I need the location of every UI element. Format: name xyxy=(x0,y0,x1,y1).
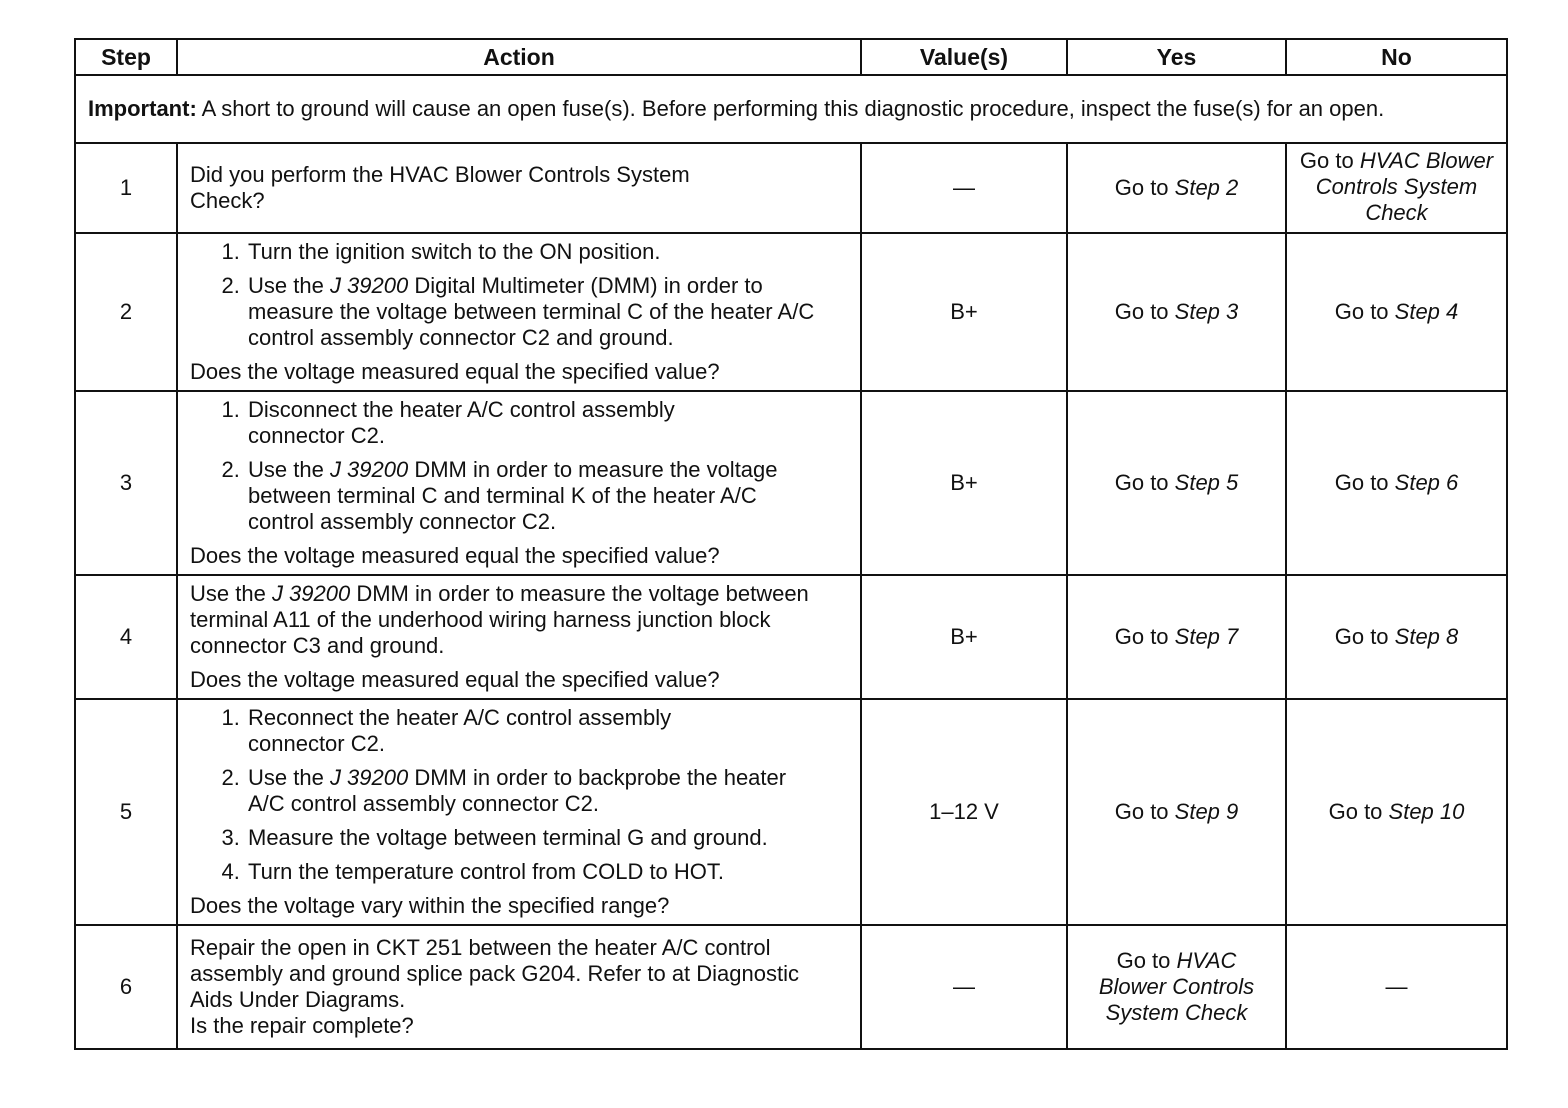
action-step: 1. Disconnect the heater A/C control assembly connector C2. xyxy=(246,397,758,449)
no-cell: Go to Step 10 xyxy=(1286,699,1507,925)
no-cell: Go to Step 8 xyxy=(1286,575,1507,699)
table-row xyxy=(75,699,1507,925)
no-cell: — xyxy=(1286,925,1507,1049)
action-steps xyxy=(190,397,848,535)
important-row xyxy=(75,75,1507,143)
table-row xyxy=(75,391,1507,575)
action-step: 1. Turn the ignition switch to the ON position. xyxy=(246,239,848,265)
value-cell: B+ xyxy=(861,391,1067,575)
action-question: Does the voltage vary within the specified range? xyxy=(190,893,670,918)
table-row xyxy=(75,575,1507,699)
action-text: Repair the open in CKT 251 between the heater A/C control assembly and ground splice pack G204. Refer to at Diagnostic Aids Under Diagrams. xyxy=(190,935,799,1012)
action-question: Is the repair complete? xyxy=(190,1013,414,1038)
yes-cell: Go to Step 7 xyxy=(1067,575,1286,699)
header-values: Value(s) xyxy=(861,39,1067,75)
header-step: Step xyxy=(75,39,177,75)
yes-ref: Step 3 xyxy=(1174,299,1239,324)
action-cell xyxy=(177,233,861,391)
header-no: No xyxy=(1286,39,1507,75)
important-text: A short to ground will cause an open fuse(s). Before performing this diagnostic procedure, inspect the fuse(s) for an open. xyxy=(196,96,1385,121)
action-step: 4. Turn the temperature control from COLD to HOT. xyxy=(246,859,848,885)
yes-cell: Go to Step 3 xyxy=(1067,233,1286,391)
no-cell: Go to Step 6 xyxy=(1286,391,1507,575)
action-text: Did you perform the HVAC Blower Controls System Check? xyxy=(190,162,690,213)
important-label: Important: xyxy=(88,96,197,121)
table-row xyxy=(75,925,1507,1049)
table-row xyxy=(75,143,1507,233)
action-question: Does the voltage measured equal the specified value? xyxy=(190,543,720,568)
yes-ref: Step 5 xyxy=(1174,470,1239,495)
action-question: Does the voltage measured equal the specified value? xyxy=(190,667,720,692)
tool-ref: J 39200 xyxy=(329,765,409,790)
action-cell xyxy=(177,575,861,699)
no-ref: Step 10 xyxy=(1388,799,1465,824)
tool-ref: J 39200 xyxy=(271,581,351,606)
diagnostic-table xyxy=(74,38,1508,1050)
action-cell xyxy=(177,143,861,233)
important-note xyxy=(75,75,1507,143)
step-number: 2 xyxy=(75,233,177,391)
action-cell xyxy=(177,391,861,575)
action-question: Does the voltage measured equal the specified value? xyxy=(190,359,720,384)
no-ref: Step 6 xyxy=(1394,470,1459,495)
header-yes: Yes xyxy=(1067,39,1286,75)
no-ref: Step 4 xyxy=(1394,299,1459,324)
step-number: 3 xyxy=(75,391,177,575)
step-number: 4 xyxy=(75,575,177,699)
tool-ref: J 39200 xyxy=(329,457,409,482)
yes-cell: Go to HVAC Blower Controls System Check xyxy=(1067,925,1286,1049)
yes-cell: Go to Step 5 xyxy=(1067,391,1286,575)
action-step: 2. Use the J 39200 DMM in order to backprobe the heater A/C control assembly connector C2. xyxy=(246,765,808,817)
action-text: Use the J 39200 DMM in order to measure the voltage between terminal A11 of the underhood wiring harness junction block connector C3 and ground. xyxy=(190,581,809,658)
value-cell: B+ xyxy=(861,575,1067,699)
table-row xyxy=(75,233,1507,391)
no-ref: Step 8 xyxy=(1394,624,1459,649)
action-step: 2. Use the J 39200 Digital Multimeter (DMM) in order to measure the voltage between terminal C of the heater A/C control assembly connector C2 and ground. xyxy=(246,273,848,351)
action-step: 3. Measure the voltage between terminal G and ground. xyxy=(246,825,848,851)
header-action: Action xyxy=(177,39,861,75)
no-prefix: Go to xyxy=(1299,148,1360,173)
step-number: 6 xyxy=(75,925,177,1049)
no-cell: Go to Step 4 xyxy=(1286,233,1507,391)
action-step: 1. Reconnect the heater A/C control assembly connector C2. xyxy=(246,705,758,757)
action-cell xyxy=(177,925,861,1049)
yes-ref: Step 9 xyxy=(1174,799,1239,824)
value-cell: B+ xyxy=(861,233,1067,391)
yes-ref: HVAC Blower Controls System Check xyxy=(1098,948,1255,1025)
yes-ref: Step 2 xyxy=(1174,175,1239,200)
action-steps xyxy=(190,239,848,351)
step-number: 1 xyxy=(75,143,177,233)
yes-ref: Step 7 xyxy=(1174,624,1239,649)
action-cell xyxy=(177,699,861,925)
yes-cell xyxy=(1067,143,1286,233)
action-steps xyxy=(190,705,848,885)
action-step: 2. Use the J 39200 DMM in order to measure the voltage between terminal C and terminal K of the heater A/C control assembly connector C2. xyxy=(246,457,808,535)
tool-ref: J 39200 xyxy=(329,273,409,298)
value-cell: 1–12 V xyxy=(861,699,1067,925)
yes-cell: Go to Step 9 xyxy=(1067,699,1286,925)
no-ref: HVAC Blower Controls System Check xyxy=(1315,148,1494,225)
no-cell xyxy=(1286,143,1507,233)
yes-prefix: Go to xyxy=(1114,175,1175,200)
value-cell: — xyxy=(861,925,1067,1049)
value-cell: — xyxy=(861,143,1067,233)
header-row xyxy=(75,39,1507,75)
step-number: 5 xyxy=(75,699,177,925)
